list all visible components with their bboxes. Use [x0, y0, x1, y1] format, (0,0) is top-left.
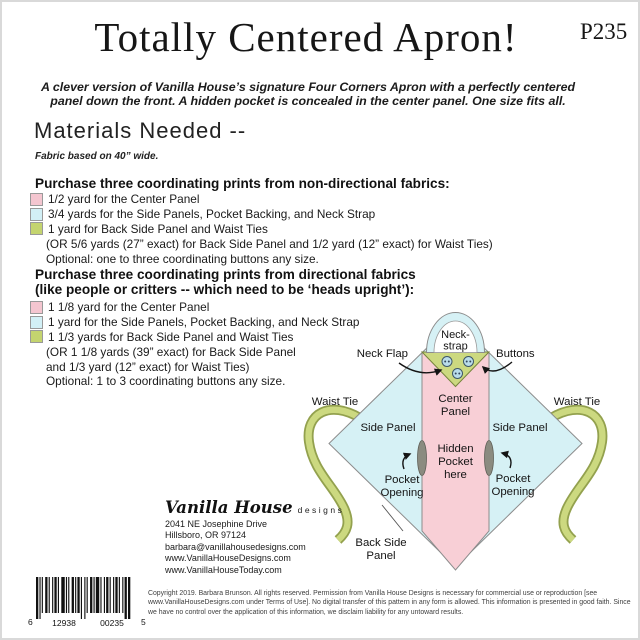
list-item: [30, 192, 493, 207]
publisher-name-suffix: designs: [297, 505, 345, 515]
barcode-digit-left: 6: [28, 617, 33, 627]
copyright-text: [148, 589, 634, 617]
list-item: [30, 207, 493, 222]
publisher-website-2: www.VanillaHouseToday.com: [165, 564, 282, 575]
barcode-digit-right: 5: [141, 617, 146, 627]
buttons-label: Buttons: [496, 348, 535, 360]
address-line-1: 2041 NE Josephine Drive: [165, 519, 268, 529]
green-swatch: [30, 222, 43, 235]
materials-heading: Materials Needed --: [34, 118, 247, 143]
publisher-block: [165, 498, 344, 576]
cyan-swatch: [30, 316, 43, 329]
barcode-group-2: 00235: [100, 618, 124, 628]
copyright-line-3: we have no control over the application of this information, we disclaim liability for any untoward results.: [148, 608, 464, 616]
pocket-opening-right-label: Pocket: [495, 473, 531, 485]
hidden-pocket-label: Hidden: [437, 443, 474, 455]
button: [453, 369, 463, 379]
pink-swatch: [30, 301, 43, 314]
waist-tie-right-label: Waist Tie: [553, 396, 601, 408]
center-panel-label: Center: [438, 393, 473, 405]
pocket-opening-right-shape: [485, 441, 494, 476]
publisher-email: barbara@vanillahousedesigns.com: [165, 541, 306, 552]
list-item-text: 1 1/8 yard for the Center Panel: [48, 300, 210, 315]
pocket-opening-right-label: Opening: [491, 486, 535, 498]
waist-tie-left-label: Waist Tie: [311, 396, 359, 408]
pattern-code: P235: [580, 19, 628, 44]
neck-flap-label: Neck Flap: [356, 348, 408, 360]
neck-strap-label: strap: [443, 340, 468, 353]
list-item-text: Optional: one to three coordinating buttons any size.: [46, 251, 319, 266]
subtitle-line-2: panel down the front. A hidden pocket is concealed in the center panel. One size fits all.: [50, 93, 566, 108]
list-item-text: 1 yard for Back Side Panel and Waist Ties: [48, 221, 268, 236]
publisher-name: Vanilla House: [165, 498, 293, 517]
copyright-line-1: Copyright 2019. Barbara Brunson. All rights reserved. Permission from Vanilla House Designs is necessary for commercial use or reproduction [see: [148, 590, 598, 597]
hidden-pocket-label: Pocket: [438, 456, 473, 468]
pocket-opening-left-shape: [418, 441, 427, 476]
pink-swatch: [30, 193, 43, 206]
neck-strap-label: Neck-: [441, 329, 470, 341]
address-line-2: Hillsboro, OR 97124: [165, 530, 247, 541]
list-item: [30, 222, 493, 237]
list-item-text: 1 yard for the Side Panels, Pocket Backing, and Neck Strap: [48, 315, 360, 330]
list-item: [46, 251, 493, 266]
subtitle-line-1: A clever version of Vanilla House’s signature Four Corners Apron with a perfectly centered: [40, 80, 576, 94]
pocket-opening-left-label: Opening: [380, 487, 424, 499]
button: [464, 357, 474, 367]
fabric-note: Fabric based on 40” wide.: [35, 151, 159, 162]
publisher-logo: [165, 498, 344, 517]
publisher-address: [165, 519, 344, 576]
green-swatch: [30, 330, 43, 343]
copyright-line-2: www.VanillaHouseDesigns.com under Terms of Use]. No digital transfer of this pattern in any form is allowed. This information is presented in good faith. Since: [148, 599, 631, 607]
publisher-website-1: www.VanillaHouseDesigns.com: [165, 553, 291, 564]
upc-barcode: [24, 575, 148, 631]
list-item-text: (OR 1 1/8 yards (39” exact) for Back Side Panel: [46, 344, 296, 359]
cyan-swatch: [30, 208, 43, 221]
list-item-text: 3/4 yards for the Side Panels, Pocket Backing, and Neck Strap: [48, 207, 376, 222]
center-panel-label: Panel: [440, 406, 471, 418]
hidden-pocket-label: here: [444, 469, 467, 481]
materials-list-1: [30, 192, 493, 266]
list-item-text: 1 1/3 yards for Back Side Panel and Waist Ties: [48, 329, 294, 344]
list-item-text: and 1/3 yard (12” exact) for Waist Ties): [46, 359, 250, 374]
section-2-heading-line-1: Purchase three coordinating prints from directional fabrics: [35, 267, 416, 282]
back-side-panel-label: Back Side: [355, 537, 407, 549]
button: [442, 357, 452, 367]
barcode-group-1: 12938: [52, 618, 76, 628]
section-2-heading-line-2: (like people or critters -- which need to be ‘heads upright’):: [35, 281, 415, 297]
pocket-opening-left-label: Pocket: [384, 474, 420, 486]
page-title: Totally Centered Apron!: [94, 14, 518, 60]
list-item-text: Optional: 1 to 3 coordinating buttons any size.: [46, 374, 286, 389]
side-panel-right-label: Side Panel: [492, 422, 548, 434]
back-side-panel-label: Panel: [366, 550, 396, 562]
side-panel-left-label: Side Panel: [360, 422, 416, 434]
list-item-text: (OR 5/6 yards (27” exact) for Back Side Panel and 1/2 yard (12” exact) for Waist Ties): [46, 236, 493, 251]
section-1-heading: Purchase three coordinating prints from non-directional fabrics:: [35, 176, 450, 191]
list-item-text: 1/2 yard for the Center Panel: [48, 192, 200, 207]
section-2-heading: [35, 268, 416, 297]
list-item: [46, 236, 493, 251]
subtitle: [0, 81, 616, 109]
